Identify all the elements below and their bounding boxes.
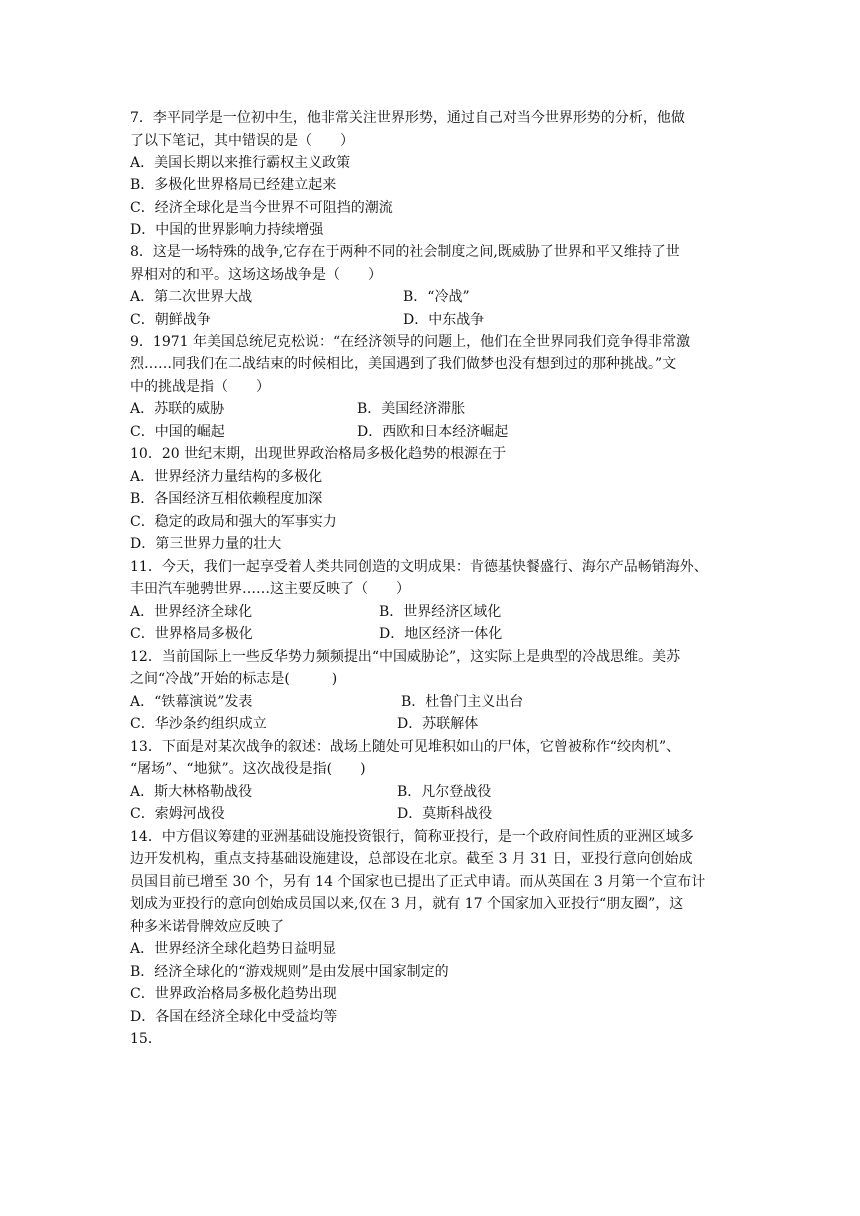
question-11-option-b: B．世界经济区域化 xyxy=(379,604,502,620)
question-12-option-a: A．“铁幕演说”发表 xyxy=(130,694,253,710)
question-7-stem-line-2: 了以下笔记，其中错误的是（ ） xyxy=(130,133,354,149)
question-13-stem-line-2: “屠场”、“地狱”。这次战役是指( ) xyxy=(130,761,366,777)
question-13-option-a: A．斯大林格勒战役 xyxy=(130,784,253,800)
question-11-option-c: C．世界格局多极化 xyxy=(130,626,253,642)
question-13-option-d: D．莫斯科战役 xyxy=(397,806,493,822)
question-9-stem-line-1: 9．1971 年美国总统尼克松说：“在经济领导的问题上，他们在全世界同我们竞争得非常激 xyxy=(130,334,691,350)
question-13-option-c: C．索姆河战役 xyxy=(130,806,225,822)
question-10-option-a: A．世界经济力量结构的多极化 xyxy=(130,469,323,485)
question-14-stem-line-5: 种多米诺骨牌效应反映了 xyxy=(130,919,284,935)
question-7-option-c: C．经济全球化是当今世界不可阻挡的潮流 xyxy=(130,200,393,216)
question-9-stem-line-2: 烈……同我们在二战结束的时候相比，美国遇到了我们做梦也没有想到过的那种挑战。”文 xyxy=(130,356,677,372)
question-12-option-c: C．华沙条约组织成立 xyxy=(130,716,267,732)
question-8-stem-line-2: 界相对的和平。这场这场战争是（ ） xyxy=(130,267,382,283)
question-9-option-d: D．西欧和日本经济崛起 xyxy=(357,424,509,440)
question-8-option-d: D．中东战争 xyxy=(403,312,485,328)
question-14-stem-line-4: 划成为亚投行的意向创始成员国以来,仅在 3 月，就有 17 个国家加入亚投行“朋友圈”，这 xyxy=(130,896,684,912)
question-8-option-a: A．第二次世界大战 xyxy=(130,289,253,305)
question-15-stem-line-1: 15． xyxy=(130,1031,162,1047)
question-11-stem-line-2: 丰田汽车驰骋世界……这主要反映了（ ） xyxy=(130,581,410,597)
question-10-option-d: D．第三世界力量的壮大 xyxy=(130,536,282,552)
question-7-stem-line-1: 7．李平同学是一位初中生，他非常关注世界形势，通过自己对当今世界形势的分析，他做 xyxy=(130,110,685,126)
question-11-stem-line-1: 11．今天，我们一起享受着人类共同创造的文明成果：肯德基快餐盛行、海尔产品畅销海外、 xyxy=(130,559,708,575)
question-14-stem-line-1: 14．中方倡议筹建的亚洲基础设施投资银行，简称亚投行，是一个政府间性质的亚洲区域多 xyxy=(130,829,694,845)
question-13-stem-line-1: 13．下面是对某次战争的叙述：战场上随处可见堆积如山的尸体，它曾被称作“绞肉机”、 xyxy=(130,739,681,755)
question-12-stem-line-1: 12．当前国际上一些反华势力频频提出“中国威胁论”，这实际上是典型的冷战思维。美苏 xyxy=(130,649,681,665)
question-7-option-a: A．美国长期以来推行霸权主义政策 xyxy=(130,155,351,171)
question-11-option-a: A．世界经济全球化 xyxy=(130,604,253,620)
question-14-option-b: B．经济全球化的“游戏规则”是由发展中国家制定的 xyxy=(130,964,449,980)
question-8-option-c: C．朝鲜战争 xyxy=(130,312,211,328)
question-9-option-c: C．中国的崛起 xyxy=(130,424,225,440)
question-12-option-b: B．杜鲁门主义出台 xyxy=(401,694,524,710)
question-14-stem-line-3: 员国目前已增至 30 个，另有 14 个国家也已提出了正式申请。而从英国在 3 月第一个宣布计 xyxy=(130,874,706,890)
question-12-option-d: D．苏联解体 xyxy=(397,716,479,732)
question-7-option-d: D．中国的世界影响力持续增强 xyxy=(130,222,324,238)
question-8-stem-line-1: 8．这是一场特殊的战争,它存在于两种不同的社会制度之间,既威胁了世界和平又维持了世 xyxy=(130,244,680,260)
question-7-option-b: B．多极化世界格局已经建立起来 xyxy=(130,177,337,193)
question-14-option-c: C．世界政治格局多极化趋势出现 xyxy=(130,986,337,1002)
question-10-option-b: B．各国经济互相依赖程度加深 xyxy=(130,491,323,507)
question-9-stem-line-3: 中的挑战是指（ ） xyxy=(130,379,270,395)
question-9-option-a: A．苏联的威胁 xyxy=(130,401,225,417)
question-10-option-c: C．稳定的政局和强大的军事实力 xyxy=(130,514,337,530)
question-9-option-b: B．美国经济滞胀 xyxy=(357,401,466,417)
question-14-option-a: A．世界经济全球化趋势日益明显 xyxy=(130,941,337,957)
question-8-option-b: B．“冷战” xyxy=(403,289,470,305)
question-11-option-d: D．地区经济一体化 xyxy=(379,626,503,642)
question-13-option-b: B．凡尔登战役 xyxy=(397,784,492,800)
question-14-option-d: D．各国在经济全球化中受益均等 xyxy=(130,1009,338,1025)
question-12-stem-line-2: 之间“冷战”开始的标志是( ) xyxy=(130,671,338,687)
question-14-stem-line-2: 边开发机构，重点支持基础设施建设，总部设在北京。截至 3 月 31 日，亚投行意向创始成 xyxy=(130,851,693,867)
question-10-stem-line-1: 10．20 世纪末期，出现世界政治格局多极化趋势的根源在于 xyxy=(130,446,507,462)
